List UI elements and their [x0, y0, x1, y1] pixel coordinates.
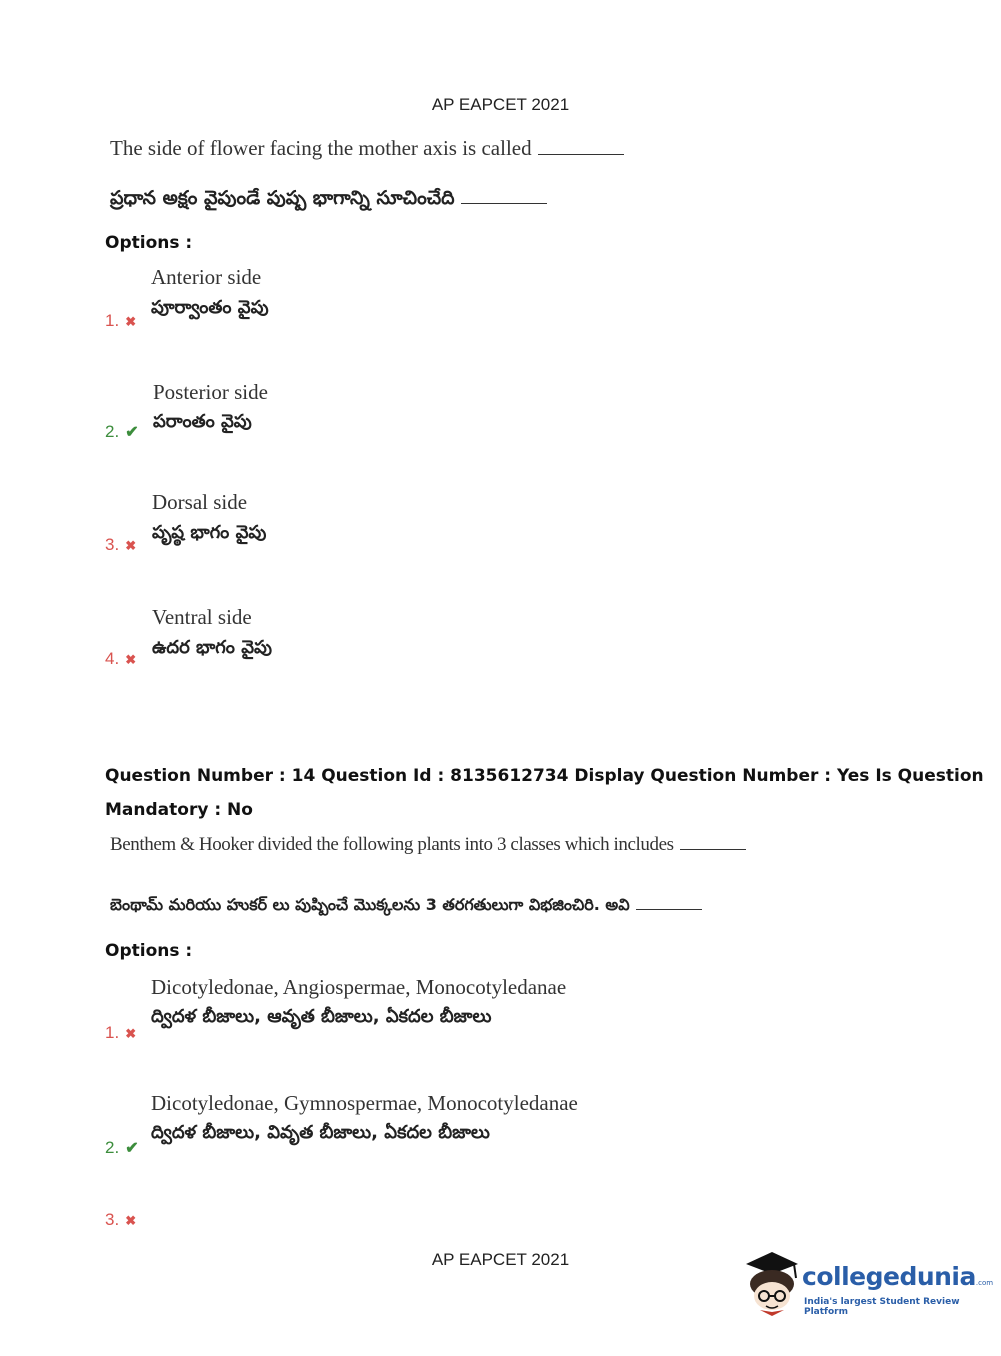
logo-tagline: India's largest Student Review Platform — [804, 1297, 960, 1317]
option-2-marker — [105, 1138, 139, 1158]
option-1-text-en: Dicotyledonae, Angiospermae, Monocotyledanae — [151, 975, 567, 999]
option-2-marker — [105, 422, 139, 442]
wrong-icon: ✖ — [125, 1213, 137, 1228]
option-1-text-te: పూర్వాంతం వైపు — [151, 297, 269, 318]
option-number: 1. — [105, 1023, 120, 1042]
logo-wordmark — [802, 1262, 993, 1291]
option-2-text-te: పరాంతం వైపు — [153, 411, 252, 432]
question-text-en — [110, 834, 746, 856]
option-4-text-en: Ventral side — [152, 605, 252, 629]
question-meta-line-2: Mandatory : No — [105, 800, 253, 820]
mascot-icon — [742, 1250, 802, 1316]
option-2-text-en: Dicotyledonae, Gymnospermae, Monocotyledanae — [151, 1091, 578, 1115]
logo-suffix: .com — [975, 1279, 994, 1287]
answer-blank — [680, 848, 746, 850]
option-4-marker — [105, 649, 136, 669]
option-number: 2. — [105, 422, 120, 441]
page-footer: AP EAPCET 2021 — [431, 1250, 570, 1269]
wrong-icon: ✖ — [125, 314, 137, 329]
option-3-marker — [105, 1210, 136, 1230]
check-icon: ✔ — [125, 1140, 139, 1157]
option-2-text-te: ద్విదళ బీజాలు, వివృత బీజాలు, ఏకదల బీజాలు — [151, 1122, 490, 1143]
option-number: 3. — [105, 1210, 120, 1229]
option-4-text-te: ఉదర భాగం వైపు — [152, 637, 272, 658]
wrong-icon: ✖ — [125, 1026, 137, 1041]
options-label: Options : — [105, 941, 193, 961]
check-icon: ✔ — [125, 424, 139, 441]
question-text-te — [110, 187, 547, 214]
option-2-text-en: Posterior side — [153, 380, 268, 404]
collegedunia-logo — [742, 1250, 994, 1320]
option-3-marker — [105, 535, 136, 555]
option-number: 1. — [105, 311, 120, 330]
answer-blank — [461, 202, 547, 204]
option-3-text-en: Dorsal side — [152, 490, 248, 514]
question-text-en-label: Benthem & Hooker divided the following plants into 3 classes which includes — [110, 834, 674, 855]
option-number: 3. — [105, 535, 120, 554]
option-number: 4. — [105, 649, 120, 668]
answer-blank — [538, 153, 624, 155]
option-1-marker — [105, 1023, 136, 1043]
question-text-te-label: ప్రధాన అక్షం వైపుండే పుష్ప భాగాన్ని సూచించేది — [110, 187, 455, 209]
option-3-text-te: పృష్ఠ భాగం వైపు — [152, 522, 267, 543]
options-label: Options : — [105, 233, 193, 253]
logo-name: collegedunia — [802, 1262, 976, 1291]
question-text-te-label: బెంథామ్ మరియు హుకర్ లు పుష్పించే మొక్కలను 3 తరగతులుగా విభజించిరి. అవి — [110, 895, 630, 914]
wrong-icon: ✖ — [125, 652, 137, 667]
option-1-text-te: ద్విదళ బీజాలు, ఆవృత బీజాలు, ఏకదల బీజాలు — [151, 1006, 492, 1027]
question-meta-line-1: Question Number : 14 Question Id : 8135612734 Display Question Number : Yes Is Question — [105, 766, 984, 786]
option-1-text-en: Anterior side — [151, 265, 262, 289]
wrong-icon: ✖ — [125, 538, 137, 553]
question-text-te — [110, 895, 702, 918]
question-text-en — [110, 136, 624, 161]
option-number: 2. — [105, 1138, 120, 1157]
question-text-en-label: The side of flower facing the mother axis is called — [110, 136, 532, 160]
page-header: AP EAPCET 2021 — [431, 95, 570, 114]
option-1-marker — [105, 311, 136, 331]
answer-blank — [636, 908, 702, 910]
